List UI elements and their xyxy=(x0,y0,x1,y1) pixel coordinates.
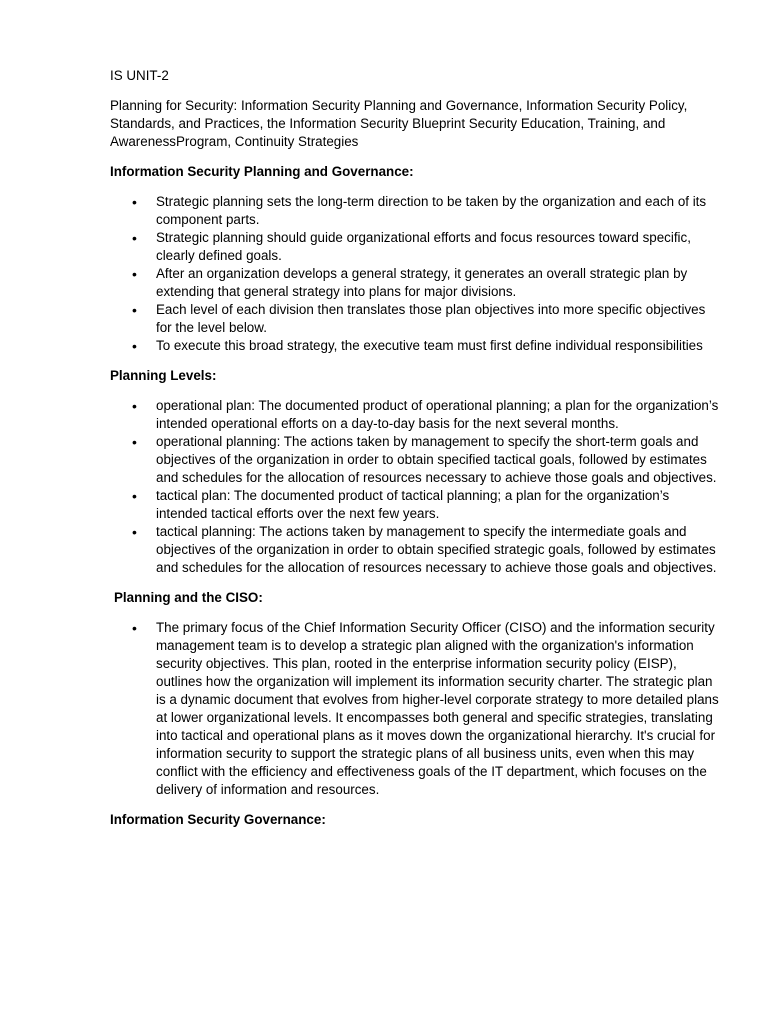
list-item: • After an organization develops a general strategy, it generates an overall strategic plan by extending that general strategy into plans for major divisions. xyxy=(110,265,720,301)
list-item: • tactical plan: The documented product of tactical planning; a plan for the organization’s intended tactical efforts over the next few years. xyxy=(110,487,720,523)
list-item: • Strategic planning sets the long-term direction to be taken by the organization and each of its component parts. xyxy=(110,193,720,229)
list-item: • operational plan: The documented product of operational planning; a plan for the organization’s intended operational efforts on a day-to-day basis for the next several months. xyxy=(110,397,720,433)
bullet-list-planning-levels xyxy=(110,397,720,577)
section-heading-security-governance: Information Security Governance: xyxy=(110,812,326,827)
list-item: • operational planning: The actions taken by management to specify the short-term goals and objectives of the organization in order to obtain specified tactical goals, followed by estimates and schedules for the allocation of resources necessary to achieve those goals and objectives. xyxy=(110,433,720,487)
section-heading-planning-ciso: Planning and the CISO: xyxy=(114,590,263,605)
list-item: • Each level of each division then translates those plan objectives into more specific objectives for the level below. xyxy=(110,301,720,337)
list-item: • To execute this broad strategy, the executive team must first define individual responsibilities xyxy=(110,337,720,355)
section-heading-planning-governance: Information Security Planning and Governance: xyxy=(110,164,414,179)
unit-title: IS UNIT-2 xyxy=(110,68,169,83)
bullet-list-planning-ciso xyxy=(110,619,720,799)
bullet-list-planning-governance xyxy=(110,193,720,355)
list-item: • tactical planning: The actions taken by management to specify the intermediate goals and objectives of the organization in order to obtain specified strategic goals, followed by estimates and schedules for the allocation of resources necessary to achieve those goals and objectives. xyxy=(110,523,720,577)
intro-paragraph: Planning for Security: Information Security Planning and Governance, Information Security Policy, Standards, and Practices, the Information Security Blueprint Security Education, Training, and AwarenessProgram, Continuity Strategies xyxy=(110,98,688,149)
list-item: • The primary focus of the Chief Information Security Officer (CISO) and the information security management team is to develop a strategic plan aligned with the organization's information security objectives. This plan, rooted in the enterprise information security policy (EISP), outlines how the organization will implement its information security charter. The strategic plan is a dynamic document that evolves from higher-level corporate strategy to more detailed plans at lower organizational levels. It encompasses both general and specific strategies, translating into tactical and operational plans as it moves down the organizational hierarchy. It's crucial for information security to support the strategic plans of all business units, even when this may conflict with the efficiency and effectiveness goals of the IT department, which focuses on the delivery of information and resources. xyxy=(110,619,720,799)
list-item: • Strategic planning should guide organizational efforts and focus resources toward specific, clearly defined goals. xyxy=(110,229,720,265)
section-heading-planning-levels: Planning Levels: xyxy=(110,368,217,383)
document-page xyxy=(110,67,720,841)
